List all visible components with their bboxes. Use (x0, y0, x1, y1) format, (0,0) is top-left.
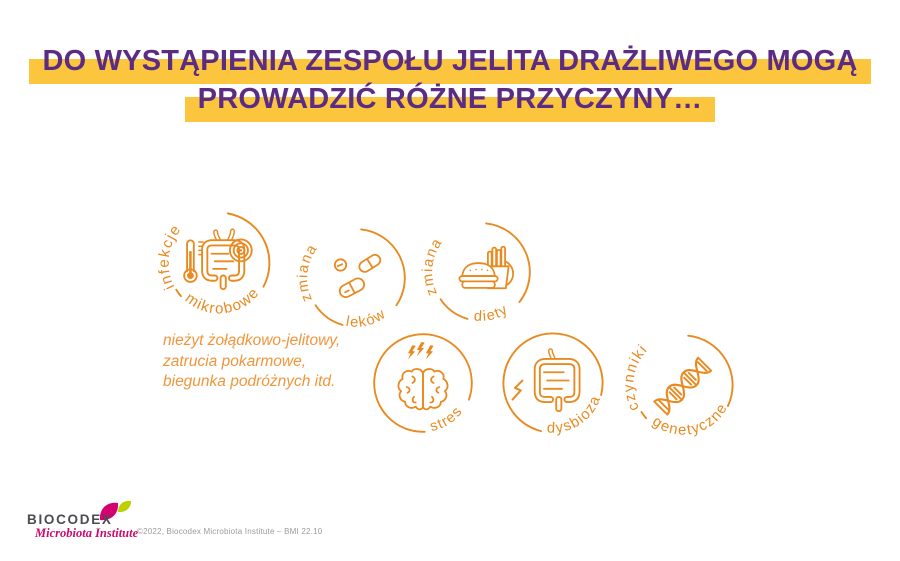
shock-zigzag-icon (512, 381, 522, 400)
badge-top-label: zmiana (419, 235, 446, 298)
badge-bottom-label: stres (428, 403, 467, 436)
cause-badge-zmiana-lekow (295, 217, 417, 339)
copyright-text: ©2022, Biocodex Microbiota Institute – BMI 22.10 (137, 527, 323, 536)
cause-badge-zmiana-diety (420, 211, 542, 333)
biocodex-logo (24, 500, 154, 550)
logo-subtext: Microbiota Institute (35, 526, 139, 540)
badge-top-label: infekcje (155, 221, 185, 293)
cause-badge-infekcje-mikrobowe (156, 200, 282, 326)
dna-icon (654, 358, 711, 415)
lightning-bolts-icon (407, 341, 434, 360)
pills-icon (335, 253, 382, 299)
badge-bottom-label: dysbioza (546, 392, 605, 437)
cause-badge-stres (362, 322, 484, 444)
badge-top-label: czynniki (621, 341, 652, 414)
fast-food-icon (459, 247, 513, 288)
cause-badge-dysbioza (491, 321, 615, 445)
badge-bottom-label: leków (344, 305, 390, 331)
title-line-2: PROWADZIĆ RÓŻNE PRZYCZYNY… (198, 80, 703, 118)
side-note-line: nieżyt żołądkowo-jelitowy, (163, 332, 341, 349)
side-note-line: biegunka podróżnych itd. (163, 373, 336, 390)
side-note-line: zatrucia pokarmowe, (163, 352, 307, 370)
microbe-target-icon (230, 239, 252, 261)
intestine-icon (205, 231, 242, 286)
page-title (0, 42, 900, 118)
logo-wordmark: BIOCODEX (27, 512, 113, 527)
badge-bottom-label: genetyczne (649, 400, 732, 439)
cause-badge-czynniki-genetyczne (621, 323, 745, 447)
brain-icon (398, 369, 447, 409)
badge-bottom-label: mikrobowe (181, 284, 263, 318)
burger-icon (459, 263, 497, 288)
badge-top-label: zmiana (294, 241, 321, 304)
side-note (163, 331, 340, 393)
title-line-1: DO WYSTĄPIENIA ZESPOŁU JELITA DRAŻLIWEGO MOGĄ (42, 42, 857, 80)
thermometer-icon (184, 240, 203, 282)
badge-bottom-label: diety (473, 301, 512, 325)
intestine-icon (537, 351, 577, 409)
